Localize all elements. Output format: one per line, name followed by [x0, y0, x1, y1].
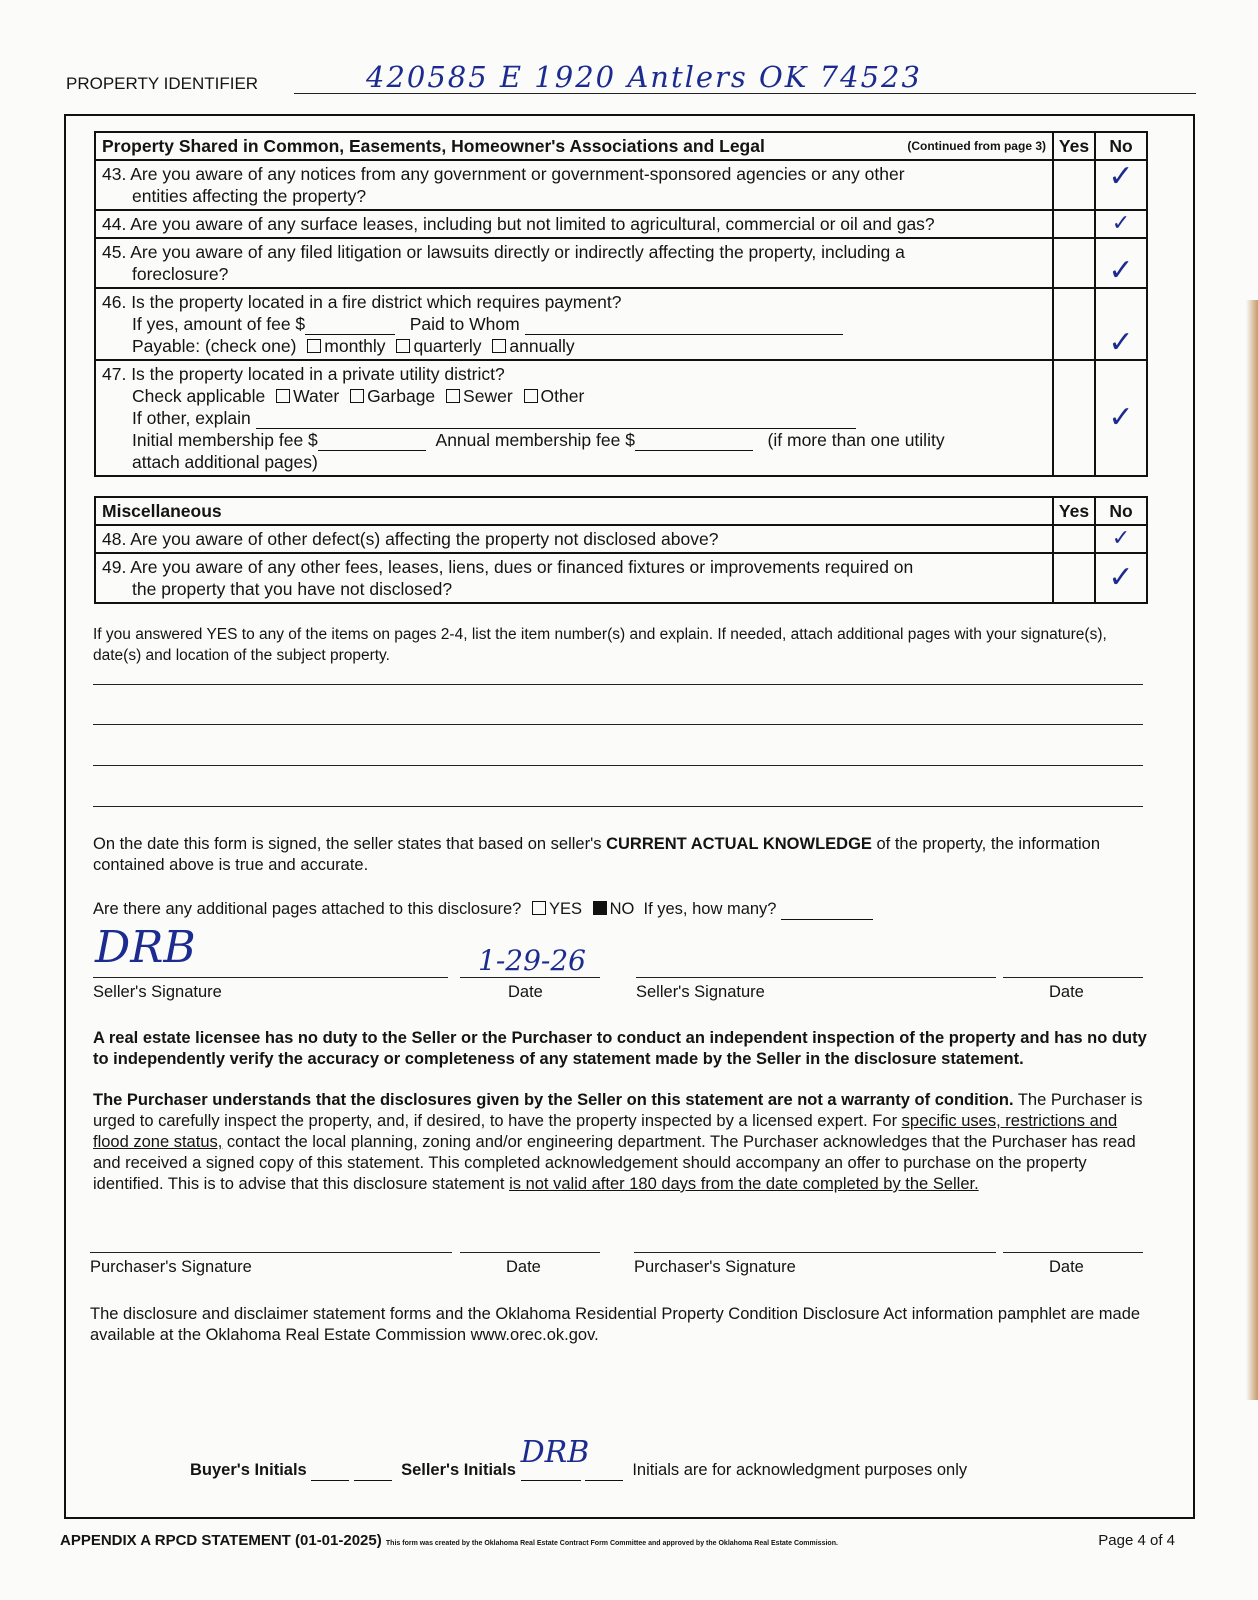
- question-text: 48. Are you aware of other defect(s) affecting the property not disclosed above?: [95, 525, 1053, 553]
- no-cell[interactable]: [1095, 360, 1147, 476]
- question-text: 49. Are you aware of any other fees, leases, liens, dues or financed fixtures or improvements required on: [102, 557, 914, 577]
- purchaser-signature-label-1: Purchaser's Signature: [90, 1258, 252, 1276]
- annual-fee-input[interactable]: [635, 434, 753, 451]
- purchaser-notice: [93, 1090, 1148, 1195]
- property-identifier-label: PROPERTY IDENTIFIER: [66, 74, 259, 93]
- no-cell[interactable]: [1095, 238, 1147, 288]
- additional-pages-question: Are there any additional pages attached to this disclosure?: [93, 900, 522, 918]
- additional-pages-line: [93, 899, 1148, 920]
- question-text-cont: foreclosure?: [132, 264, 229, 284]
- purchaser-notice-underline: is not valid after 180 days from the date completed by the Seller.: [509, 1175, 979, 1193]
- option-label: Garbage: [367, 386, 436, 406]
- check-applicable-label: Check applicable: [132, 386, 266, 406]
- yes-header: Yes: [1053, 132, 1095, 160]
- purchaser-notice-bold: The Purchaser understands that the disclosures given by the Seller on this statement are not a warranty of condition.: [93, 1091, 1014, 1109]
- no-cell[interactable]: [1095, 160, 1147, 210]
- explain-input[interactable]: [256, 412, 856, 429]
- option-label: quarterly: [413, 336, 482, 356]
- paid-to-input[interactable]: [525, 318, 843, 335]
- fee-label: If yes, amount of fee $: [132, 314, 306, 334]
- initial-fee-input[interactable]: [318, 434, 426, 451]
- water-checkbox[interactable]: [276, 389, 290, 403]
- purchaser-notice-text: The Purchaser is urged to carefully inspect the property, and, if desired, to have the property inspected by a licensed expert. For: [93, 1091, 1143, 1130]
- continued-note: (Continued from page 3): [907, 139, 1046, 153]
- knowledge-statement: [93, 834, 1148, 876]
- yes-cell[interactable]: [1053, 553, 1095, 603]
- licensee-notice: A real estate licensee has no duty to the Seller or the Purchaser to conduct an independent inspection of the property and has no duty to independently verify the accuracy or completeness of any statement made by the Seller in the disclosure statement.: [93, 1029, 1147, 1068]
- seller-date-label-1: Date: [508, 983, 543, 1001]
- purchaser-signature-line-1[interactable]: [90, 1252, 452, 1253]
- question-row-43: [95, 160, 1147, 210]
- yes-cell[interactable]: [1053, 360, 1095, 476]
- yes-cell[interactable]: [1053, 160, 1095, 210]
- option-label: monthly: [324, 336, 386, 356]
- quarterly-checkbox[interactable]: [396, 339, 410, 353]
- page-number: Page 4 of 4: [1098, 1532, 1175, 1549]
- yes-cell[interactable]: [1053, 288, 1095, 360]
- utility-options-line: [102, 385, 1046, 407]
- miscellaneous-table: [94, 496, 1148, 604]
- seller-signature-label-2: Seller's Signature: [636, 983, 765, 1001]
- buyer-initials-input-1[interactable]: [311, 1464, 349, 1481]
- question-row-45: [95, 238, 1147, 288]
- initials-note: Initials are for acknowledgment purposes only: [632, 1461, 968, 1479]
- seller-signature-line-2[interactable]: [636, 977, 996, 978]
- purchaser-date-line-2[interactable]: [1003, 1252, 1143, 1253]
- payable-line: [102, 335, 1046, 357]
- question-text: 47. Is the property located in a private utility district?: [102, 364, 505, 384]
- property-identifier-value[interactable]: 420585 E 1920 Antlers OK 74523: [366, 60, 922, 94]
- check-mark-icon: ✓: [1111, 211, 1131, 236]
- initial-fee-label: Initial membership fee $: [132, 430, 318, 450]
- seller-initials-value: DRB: [520, 1435, 590, 1470]
- form-credit: This form was created by the Oklahoma Real Estate Contract Form Committee and approved by the Oklahoma Real Estate Commission.: [385, 1540, 838, 1547]
- no-header: No: [1095, 497, 1147, 525]
- yes-cell[interactable]: [1053, 525, 1095, 553]
- check-mark-icon: ✓: [1108, 325, 1134, 360]
- pamphlet-notice: The disclosure and disclaimer statement forms and the Oklahoma Residential Property Condition Disclosure Act information pamphlet are made available at the Oklahoma Real Estate Commission www.orec.ok.gov.: [90, 1305, 1141, 1344]
- annually-checkbox[interactable]: [492, 339, 506, 353]
- question-text: 44. Are you aware of any surface leases, including but not limited to agricultural, commercial or oil and gas?: [102, 214, 935, 234]
- no-cell[interactable]: [1095, 553, 1147, 603]
- question-text-cont: entities affecting the property?: [132, 186, 367, 206]
- no-cell[interactable]: [1095, 210, 1147, 238]
- seller-signature-value[interactable]: DRB: [95, 922, 196, 973]
- option-label: Other: [540, 386, 585, 406]
- question-row-47: [95, 360, 1147, 476]
- explain-label: If other, explain: [132, 408, 251, 428]
- how-many-input[interactable]: [781, 903, 873, 920]
- form-name: APPENDIX A RPCD STATEMENT (01-01-2025): [60, 1532, 382, 1549]
- check-mark-icon: ✓: [1108, 560, 1134, 595]
- seller-initials-input-2[interactable]: [585, 1464, 623, 1481]
- no-cell[interactable]: [1095, 525, 1147, 553]
- seller-initials-label: Seller's Initials: [401, 1461, 516, 1479]
- statement-emphasis: CURRENT ACTUAL KNOWLEDGE: [606, 835, 872, 853]
- annual-fee-label: Annual membership fee $: [435, 430, 635, 450]
- question-text: 43. Are you aware of any notices from any government or government-sponsored agencies or any other: [102, 164, 905, 184]
- statement-text: of the property, the information contained above is true and accurate.: [93, 835, 1100, 874]
- check-mark-icon: ✓: [1108, 159, 1134, 194]
- yes-header: Yes: [1053, 497, 1095, 525]
- section-header-row: [95, 132, 1147, 160]
- purchaser-date-label-2: Date: [1049, 1258, 1084, 1276]
- yes-cell[interactable]: [1053, 210, 1095, 238]
- seller-initials-input-1[interactable]: [520, 1435, 590, 1481]
- yes-label: YES: [548, 900, 582, 918]
- question-text: 46. Is the property located in a fire district which requires payment?: [102, 292, 622, 312]
- explain-line-2[interactable]: [93, 724, 1143, 725]
- sewer-checkbox[interactable]: [446, 389, 460, 403]
- other-checkbox[interactable]: [524, 389, 538, 403]
- how-many-label: If yes, how many?: [643, 900, 777, 918]
- purchaser-signature-label-2: Purchaser's Signature: [634, 1258, 796, 1276]
- no-header: No: [1095, 132, 1147, 160]
- buyer-initials-input-2[interactable]: [354, 1464, 392, 1481]
- explain-line-1[interactable]: [93, 684, 1143, 685]
- explain-line-3[interactable]: [93, 765, 1143, 766]
- purchaser-date-label-1: Date: [506, 1258, 541, 1276]
- explain-line: [102, 407, 1046, 429]
- seller-date-line-1[interactable]: [460, 977, 600, 978]
- no-checkbox[interactable]: [593, 901, 607, 915]
- yes-checkbox[interactable]: [532, 901, 546, 915]
- seller-date-value[interactable]: 1-29-26: [478, 944, 586, 977]
- no-label: NO: [609, 900, 635, 918]
- garbage-checkbox[interactable]: [350, 389, 364, 403]
- check-mark-icon: ✓: [1108, 253, 1134, 288]
- fee-line: [102, 313, 1046, 335]
- purchaser-notice-text: contact the local planning, zoning and/or engineering department. The Purchaser acknowledges that the Purchaser has read and received a signed copy of this statement. This completed acknowledgement should accompany an offer to purchase on the property identified. This is to advise that this disclosure statement: [93, 1133, 1136, 1193]
- seller-date-label-2: Date: [1049, 983, 1084, 1001]
- check-mark-icon: ✓: [1108, 400, 1134, 435]
- explain-line-4[interactable]: [93, 806, 1143, 807]
- section-title: Miscellaneous: [95, 497, 1053, 525]
- property-identifier: [66, 62, 1196, 98]
- yes-cell[interactable]: [1053, 238, 1095, 288]
- statement-text: On the date this form is signed, the seller states that based on seller's: [93, 835, 607, 853]
- seller-date-line-2[interactable]: [1003, 977, 1143, 978]
- section-title: Property Shared in Common, Easements, Homeowner's Associations and Legal: [102, 136, 765, 156]
- no-cell[interactable]: [1095, 288, 1147, 360]
- seller-signature-line-1[interactable]: [93, 977, 448, 978]
- buyer-initials-label: Buyer's Initials: [190, 1461, 307, 1479]
- monthly-checkbox[interactable]: [307, 339, 321, 353]
- payable-label: Payable: (check one): [132, 336, 297, 356]
- footer: [60, 1532, 1175, 1549]
- question-text-cont: the property that you have not disclosed?: [132, 579, 453, 599]
- question-row-49: [95, 553, 1147, 603]
- utility-note-cont: attach additional pages): [132, 452, 318, 472]
- question-row-48: [95, 525, 1147, 553]
- fee-input[interactable]: [305, 318, 395, 335]
- page-edge-shadow: [1246, 300, 1258, 1400]
- explain-instructions: If you answered YES to any of the items on pages 2-4, list the item number(s) and explain. If needed, attach additional pages with your signature(s), date(s) and location of the subject property.: [93, 626, 1107, 664]
- option-label: annually: [509, 336, 575, 356]
- question-row-46: [95, 288, 1147, 360]
- shared-common-table: [94, 131, 1148, 477]
- purchaser-signature-line-2[interactable]: [634, 1252, 996, 1253]
- membership-fee-line: [102, 429, 1046, 451]
- option-label: Sewer: [463, 386, 513, 406]
- question-text: 45. Are you aware of any filed litigation or lawsuits directly or indirectly affecting the property, including a: [102, 242, 905, 262]
- check-mark-icon: ✓: [1111, 526, 1131, 551]
- option-label: Water: [293, 386, 340, 406]
- initials-line: [190, 1435, 1090, 1481]
- question-row-44: [95, 210, 1147, 238]
- purchaser-notice-underline: specific uses, restrictions and flood zone status,: [93, 1112, 1118, 1151]
- utility-note: (if more than one utility: [767, 430, 945, 450]
- section-header-row: [95, 497, 1147, 525]
- seller-signature-label-1: Seller's Signature: [93, 983, 222, 1001]
- paid-to-label: Paid to Whom: [409, 314, 520, 334]
- purchaser-date-line-1[interactable]: [460, 1252, 600, 1253]
